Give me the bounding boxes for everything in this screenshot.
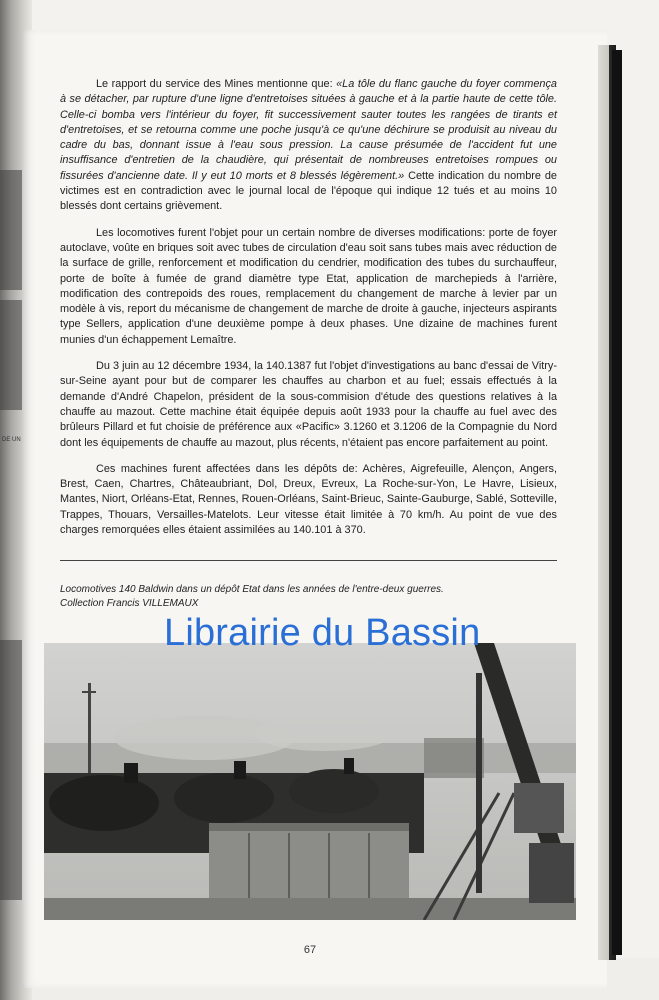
- paragraph-2: Les locomotives furent l'objet pour un certain nombre de diverses modifications: porte de foyer autoclave, voûte en briques soit avec tubes de circulation d'eau soit sans tubes mais avec réduction de la surface de grille, renforcement et modification du cendrier, modification des tubes du surchauffeur, porte de boîte à fumée de grand diamètre type Etat, application de marchepieds à l'arrière, modification des contrepoids des roues, remplacement du changement de marche à levier par un modèle à vis, report du mécanisme de changement de marche de droite à gauche, injecteurs aspirants type Sellers, application d'une deuxième pompe à deux phases. Une dizaine de machines furent munies d'un échappement Lemaître.: [60, 226, 557, 346]
- caption-line-1: Locomotives 140 Baldwin dans un dépôt Etat dans les années de l'entre-deux guerres.: [60, 584, 444, 595]
- caption-line-2: Collection Francis VILLEMAUX: [60, 598, 199, 609]
- paragraph-3: Du 3 juin au 12 décembre 1934, la 140.1387 fut l'objet d'investigations au banc d'essai de Vitry-sur-Seine ayant pour but de comparer les chauffes au charbon et au fuel; essais effectués à la demande d'André Chapelon, président de la sous-commision d'étude des questions relatives à la chauffe au mazout. Cette machine était équipée depuis août 1933 pour la chauffe au fuel avec des brûleurs Pillard et fut choisie de préférence aux «Pacific» 3.1260 et 3.1206 de la Compagnie du Nord dont les équipements de chauffe au mazout, plus récents, n'étaient pas encore parfaitement au point.: [60, 360, 557, 449]
- separator-rule: [60, 560, 557, 561]
- left-page-fragment: DE UN: [2, 437, 21, 443]
- paragraph-1-lead: Le rapport du service des Mines mentionne que:: [96, 78, 337, 90]
- left-page-photo-strip: [0, 640, 22, 900]
- left-page-photo-strip: [0, 300, 22, 410]
- body-text: [60, 77, 557, 549]
- watermark-text: Librairie du Bassin: [164, 612, 481, 654]
- book-cover-edge: [612, 50, 622, 955]
- left-page-photo-strip: [0, 170, 22, 290]
- paragraph-1: [60, 77, 557, 215]
- paragraph-1-quote: «La tôle du flanc gauche du foyer commença à se détacher, par rupture d'une ligne d'entretoises situées à gauche et à la partie haute de cette tôle. Celle-ci bomba vers l'intérieur du foyer, fit successivement sauter toutes les rangées de tirants et d'entretoises, et se retourna comme une poche jusqu'à ce qu'une déchirure se produisit au niveau du cadre du bas, donnant issue à l'eau sous pression. La cause présumée de l'accident fut une insuffisance d'entretien de la chaudière, qui présentait de nombreuses entretoises rompues ou fissurées d'ancienne date. Il y eut 10 morts et 8 blessés légèrement.»: [60, 78, 557, 182]
- photo-caption: [60, 583, 540, 611]
- page-number: 67: [303, 944, 317, 956]
- photo-illustration: [44, 643, 576, 920]
- paragraph-1-tail: Cette indication du nombre de victimes est en contradiction avec le journal local de l'époque qui indique 12 tués et au moins 10 blessés dont certains grièvement.: [60, 169, 557, 213]
- paragraph-4: Ces machines furent affectées dans les dépôts de: Achères, Aigrefeuille, Alençon, Angers, Brest, Caen, Chartres, Châteaubriant, Dol, Dreux, Evreux, La Roche-sur-Yon, Le Havre, Lisieux, Mantes, Niort, Orléans-Etat, Rennes, Rouen-Orléans, Saint-Brieuc, Sainte-Gauburge, Sablé, Sotteville, Trappes, Thouars, Versailles-Matelots. Leur vitesse était limitée à 70 km/h. Au point de vue des charges remorquées elles étaient assimilées au 140.101 à 370.: [60, 462, 557, 537]
- locomotive-depot-photo: [44, 643, 576, 920]
